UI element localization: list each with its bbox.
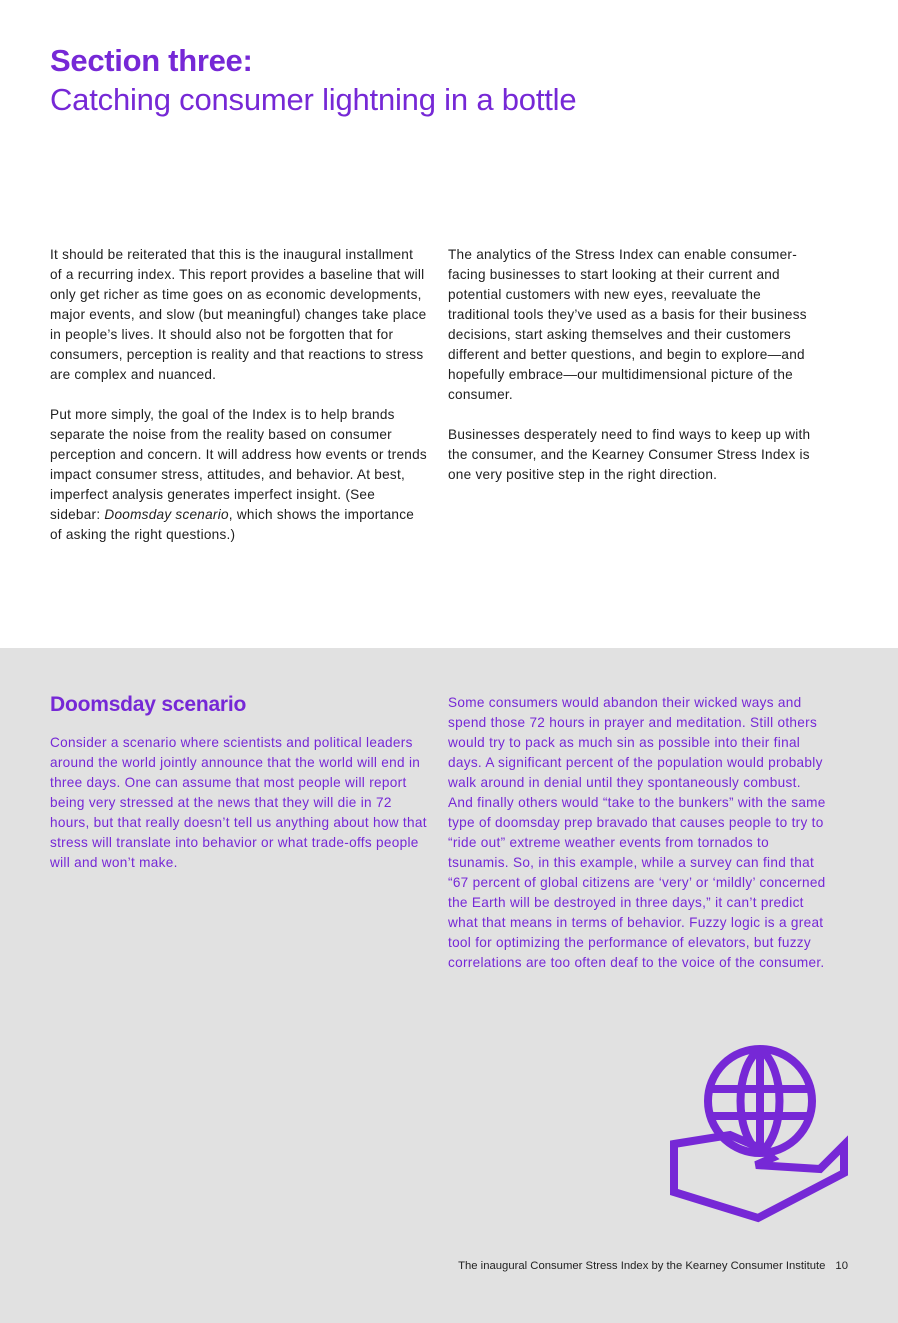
globe-in-hand-icon — [670, 1044, 852, 1224]
footer-text: The inaugural Consumer Stress Index by the Kearney Consumer Institute — [458, 1260, 826, 1272]
page-title: Catching consumer lightning in a bottle — [50, 82, 577, 117]
body-paragraph: Businesses desperately need to find ways to keep up with the consumer, and the Kearney Consumer Stress Index is one very positive step in the right direction. — [448, 427, 811, 482]
body-text: Put more simply, the goal of the Index is to help brands separate the noise from the reality based on consumer perception and concern. It will address how events or trends impact consumer stress, attitudes, and behavior. At best, imperfect analysis generates imperfect insight. (See sidebar: — [50, 407, 427, 522]
section-label: Section three: — [50, 43, 253, 78]
body-paragraph — [50, 405, 428, 545]
page-footer — [0, 1260, 848, 1272]
section-header — [50, 42, 850, 120]
sidebar-box — [0, 648, 898, 1323]
sidebar-reference: Doomsday scenario — [104, 507, 229, 522]
page-number: 10 — [835, 1260, 848, 1272]
body-paragraph: The analytics of the Stress Index can enable consumer-facing businesses to start looking at their current and potential customers with new eyes, reevaluate the traditional tools they’ve used as a basis for their business decisions, start asking themselves and their customers different and better questions, and begin to explore—and hopefully embrace—our multidimensional picture of the consumer. — [448, 247, 807, 402]
body-column-right — [448, 245, 826, 505]
body-column-left — [50, 245, 428, 565]
sidebar-heading: Doomsday scenario — [50, 693, 247, 716]
sidebar-text-left: Consider a scenario where scientists and political leaders around the world jointly announce that the world will end in three days. One can assume that most people will report being very stressed at the news that they will die in 72 hours, but that really doesn’t tell us anything about how that stress will translate into behavior or what trade-offs people will and won’t make. — [50, 735, 427, 870]
body-text: , which shows the importance of asking the right questions.) — [50, 507, 415, 542]
body-paragraph: It should be reiterated that this is the inaugural installment of a recurring index. This report provides a baseline that will only get richer as time goes on as economic developments, major events, and slow (but meaningful) changes take place in people’s lives. It should also not be forgotten that for consumers, perception is reality and that reactions to stress are complex and nuanced. — [50, 247, 427, 382]
sidebar-text-right: Some consumers would abandon their wicked ways and spend those 72 hours in prayer and meditation. Still others would try to pack as much sin as possible into their final days. A significant percent of the population would probably walk around in denial until they spontaneously combust. And finally others would “take to the bunkers” with the same type of doomsday prep bravado that causes people to try to “ride out” extreme weather events from tornados to tsunamis. So, in this example, while a survey can find that “67 percent of global citizens are ‘very’ or ‘mildly’ concerned the Earth will be destroyed in three days,” it can’t predict what that means in terms of behavior. Fuzzy logic is a great tool for optimizing the performance of elevators, but fuzzy correlations are too often deaf to the voice of the consumer. — [448, 695, 826, 970]
